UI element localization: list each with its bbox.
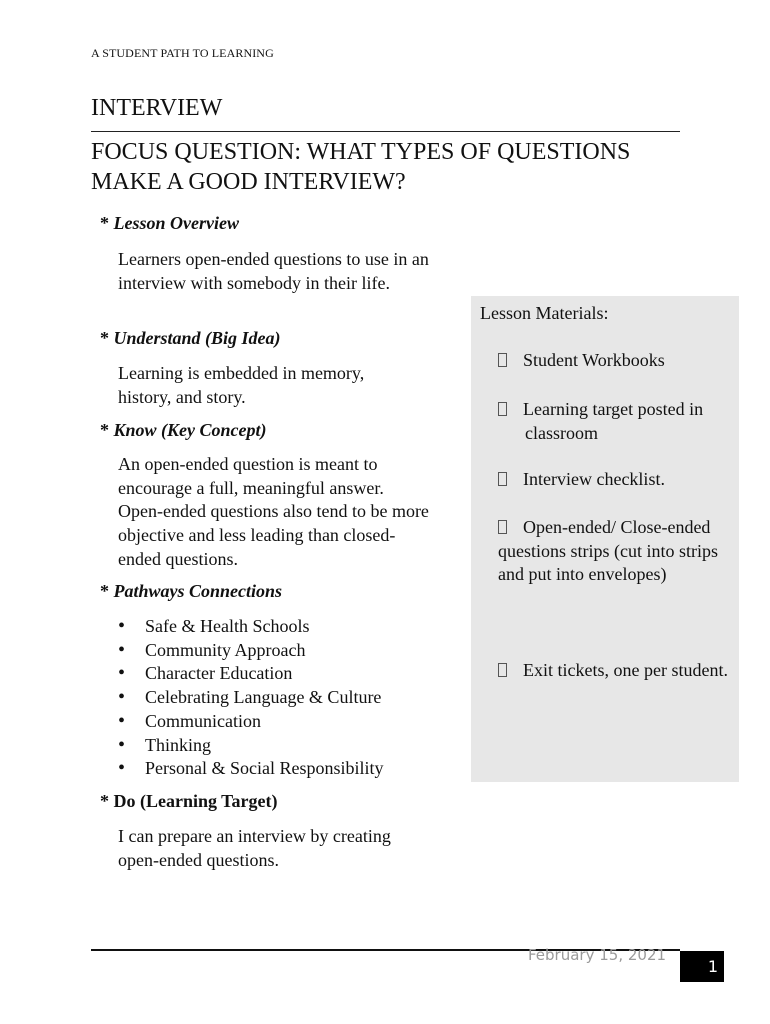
section-body-do: I can prepare an interview by creating open-ended questions. (118, 826, 391, 870)
heading-text: Pathways Connections (113, 581, 283, 601)
section-heading-do (100, 791, 278, 812)
materials-item (498, 398, 760, 445)
checkbox-icon (498, 402, 507, 416)
heading-marker: * (100, 581, 109, 601)
materials-item (498, 349, 733, 373)
section-body-overview: Learners open-ended questions to use in an interview with somebody in their life. (118, 249, 429, 293)
focus-question: FOCUS QUESTION: WHAT TYPES OF QUESTIONS MAKE A GOOD INTERVIEW? (91, 139, 631, 195)
materials-item (498, 659, 735, 683)
list-item: • Safe & Health Schools (118, 615, 384, 639)
heading-marker: * (100, 420, 109, 440)
materials-item-text: Learning target posted in classroom (523, 399, 704, 443)
footer-date: February 15, 2021 (528, 946, 667, 964)
list-item: • Character Education (118, 662, 384, 686)
list-item: • Personal & Social Responsibility (118, 757, 384, 781)
title-divider (91, 131, 680, 132)
materials-item-text: Exit tickets, one per student. (523, 660, 728, 680)
section-heading-overview (100, 213, 239, 234)
materials-item-text: Open-ended/ Close-ended questions strips (cut into strips and put into envelopes) (498, 517, 718, 585)
section-heading-know (100, 420, 267, 441)
checkbox-icon (498, 520, 507, 534)
document-title: INTERVIEW (91, 95, 223, 121)
list-item: • Celebrating Language & Culture (118, 686, 384, 710)
heading-text: Understand (Big Idea) (113, 328, 281, 348)
heading-marker: * (100, 213, 109, 233)
materials-title: Lesson Materials: (480, 303, 609, 323)
lesson-materials-box (471, 296, 739, 782)
checkbox-icon (498, 353, 507, 367)
materials-item-text: Student Workbooks (523, 350, 665, 370)
checkbox-icon (498, 663, 507, 677)
list-item: • Community Approach (118, 639, 384, 663)
section-body-understand: Learning is embedded in memory, history, and story. (118, 363, 365, 407)
heading-marker: * (100, 791, 109, 811)
page-number: 1 (680, 951, 724, 982)
heading-marker: * (100, 328, 109, 348)
list-item: • Thinking (118, 734, 384, 758)
section-heading-understand (100, 328, 281, 349)
heading-text: Lesson Overview (113, 213, 239, 233)
heading-text: Know (Key Concept) (113, 420, 267, 440)
list-item: • Communication (118, 710, 384, 734)
heading-text: Do (Learning Target) (113, 791, 278, 811)
materials-item-text: Interview checklist. (523, 469, 665, 489)
section-heading-pathways (100, 581, 282, 602)
section-body-know: An open-ended question is meant to encourage a full, meaningful answer. Open-ended questions also tend to be more objective and less leading than closed- ended questions. (118, 454, 429, 569)
materials-item (498, 468, 733, 492)
checkbox-icon (498, 472, 507, 486)
pathways-list (118, 615, 384, 781)
materials-item (498, 516, 726, 587)
running-header: A STUDENT PATH TO LEARNING (91, 46, 274, 60)
